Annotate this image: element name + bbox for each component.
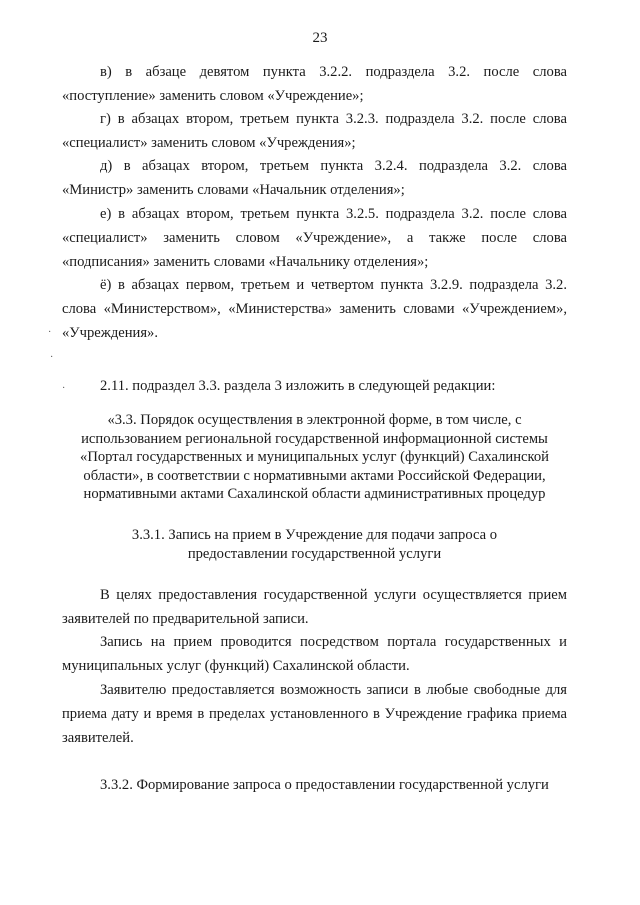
amendment-clause: 2.11. подраздел 3.3. раздела 3 изложить в следующей редакции:	[100, 378, 496, 394]
list-item: в) в абзаце девятом пункта 3.2.2. подраздела 3.2. после слова «поступление» заменить словом «Учреждение»;	[62, 64, 567, 104]
list-item: д) в абзацах втором, третьем пункта 3.2.4. подраздела 3.2. слова «Министр» заменить словами «Начальник отделения»;	[62, 158, 567, 198]
body-paragraph: Заявителю предоставляется возможность записи в любые свободные для приема дату и время в пределах установленного в Учреждение графика приема заявителей.	[62, 682, 567, 746]
heading-line: «3.3. Порядок осуществления в электронной форме, в том числе, с	[107, 412, 522, 428]
subheading-line: предоставлении государственной услуги	[187, 545, 442, 562]
body-paragraph: Запись на прием проводится посредством портала государственных и муниципальных услуг (функций) Сахалинской области.	[62, 634, 567, 674]
scan-speck: ·	[48, 327, 52, 338]
subsection-title: 3.3.2. Формирование запроса о предоставлении государственной услуги	[100, 777, 549, 793]
scan-speck: ·	[62, 383, 66, 394]
heading-line: области», в соответствии с нормативными актами Российской Федерации,	[83, 467, 546, 484]
list-item: ё) в абзацах первом, третьем и четвертом пункта 3.2.9. подраздела 3.2. слова «Министерством», «Министерства» заменить словами «Учреждением», «Учреждения».	[62, 277, 567, 341]
section-heading	[62, 411, 567, 504]
heading-line: «Портал государственных и муниципальных услуг (функций) Сахалинской	[80, 449, 549, 465]
page-number: 23	[312, 30, 328, 46]
heading-line: нормативными актами Сахалинской области административных процедур	[83, 486, 546, 502]
list-item: г) в абзацах втором, третьем пункта 3.2.3. подраздела 3.2. после слова «специалист» заменить словом «Учреждения»;	[62, 111, 567, 151]
subsection-heading	[62, 526, 567, 563]
body-paragraph: В целях предоставления государственной услуги осуществляется прием заявителей по предварительной записи.	[62, 587, 567, 627]
scan-speck: ·	[50, 352, 54, 363]
subheading-line: 3.3.1. Запись на прием в Учреждение для подачи запроса о	[131, 527, 498, 543]
list-item: е) в абзацах втором, третьем пункта 3.2.5. подраздела 3.2. после слова «специалист» заменить словом «Учреждение», а также после слова «подписания» заменить словами «Начальнику отделения»;	[62, 206, 567, 270]
heading-line: использованием региональной государственной информационной системы	[81, 430, 548, 447]
